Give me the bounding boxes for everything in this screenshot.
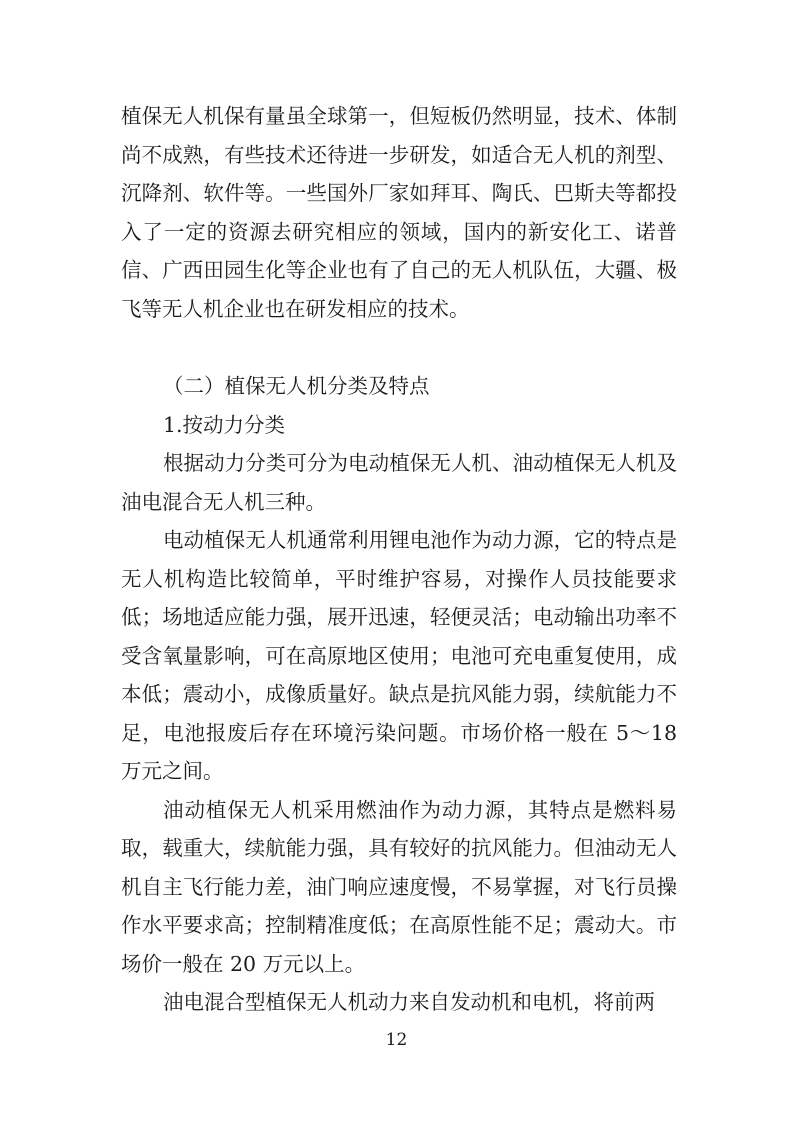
- paragraph-electric-drone: 电动植保无人机通常利用锂电池作为动力源，它的特点是无人机构造比较简单，平时维护容易，对操作人员技能要求低；场地适应能力强，展开迅速，轻便灵活；电动输出功率不受含氧量影响，可在高原地区使用；电池可充电重复使用，成本低；震动小，成像质量好。缺点是抗风能力弱，续航能力不足，电池报废后存在环境污染问题。市场价格一般在 5～18 万元之间。: [121, 528, 677, 783]
- paragraph-hybrid-drone: 油电混合型植保无人机动力来自发动机和电机，将前两: [163, 990, 655, 1014]
- page-number: 12: [385, 1030, 408, 1050]
- subsection-heading: 1.按动力分类: [163, 412, 286, 437]
- paragraph-fuel-drone: 油动植保无人机采用燃油作为动力源，其特点是燃料易取，载重大，续航能力强，具有较好的抗风能力。但油动无人机自主飞行能力差，油门响应速度慢，不易掌握，对飞行员操作水平要求高；控制精准度低；在高原性能不足；震动大。市场价一般在 20 万元以上。: [121, 797, 677, 976]
- paragraph-spacer: [121, 328, 677, 367]
- paragraph-intro: 植保无人机保有量虽全球第一，但短板仍然明显，技术、体制尚不成熟，有些技术还待进一步研发，如适合无人机的剂型、沉降剂、软件等。一些国外厂家如拜耳、陶氏、巴斯夫等都投入了一定的资源去研究相应的领域，国内的新安化工、诺普信、广西田园生化等企业也有了自己的无人机队伍，大疆、极飞等无人机企业也在研发相应的技术。: [121, 104, 677, 321]
- paragraph-power-classes: 根据动力分类可分为电动植保无人机、油动植保无人机及油电混合无人机三种。: [121, 451, 677, 514]
- section-heading: （二）植保无人机分类及特点: [163, 374, 430, 398]
- body-text: [121, 97, 677, 1022]
